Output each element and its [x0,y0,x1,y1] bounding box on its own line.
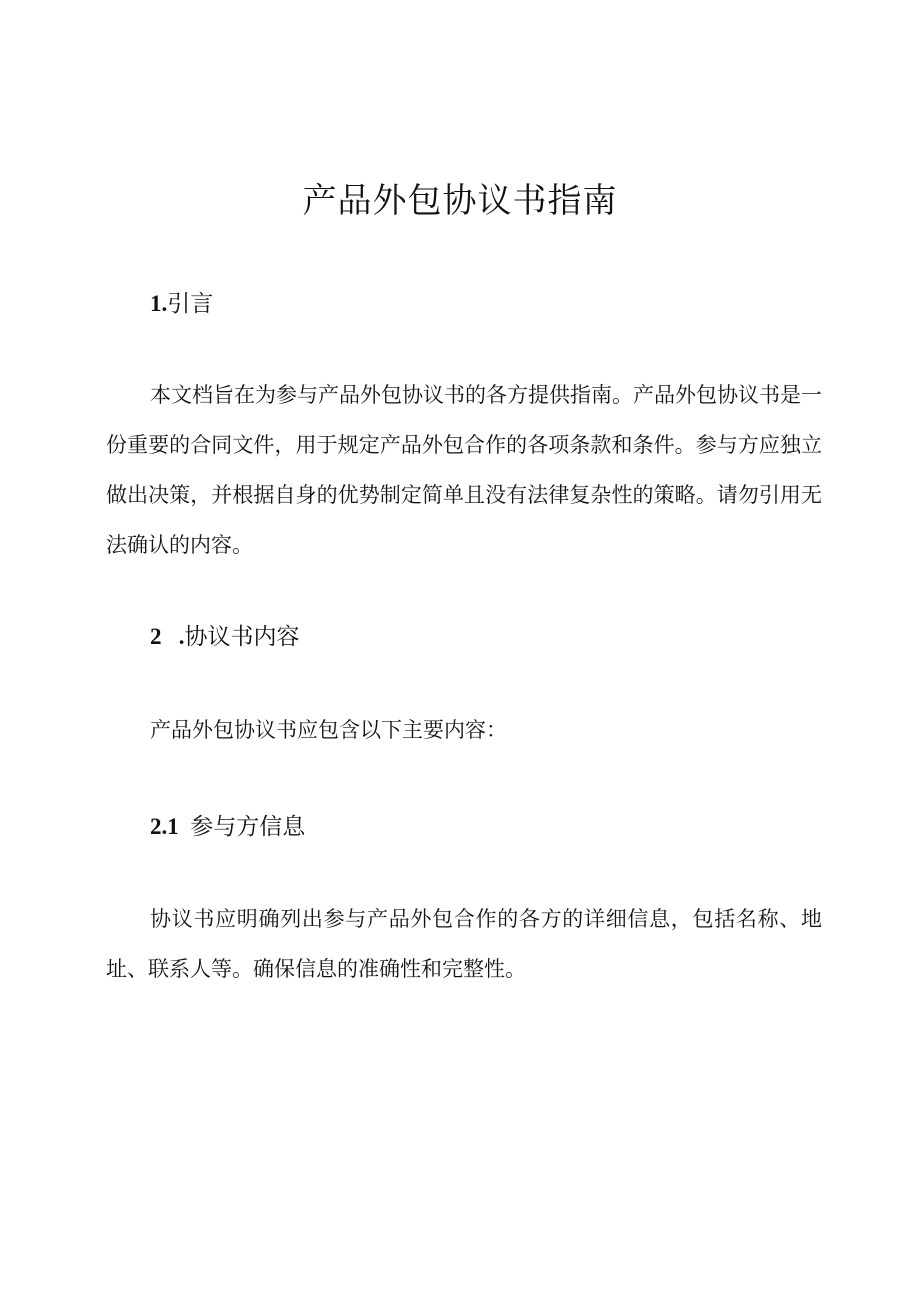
section-title: 参与方信息 [190,814,306,840]
section-number: 1. [150,291,168,316]
section-number: 2 . [150,624,185,649]
document-title: 产品外包协议书指南 [302,181,618,221]
section-paragraph-party-information: 协议书应明确列出参与产品外包合作的各方的详细信息，包括名称、地址、联系人等。确保信息的准确性和完整性。 [106,907,822,981]
section-heading-party-information [150,812,305,842]
section-number: 2.1 [150,814,191,839]
section-title: 协议书内容 [184,624,300,650]
section-paragraph-introduction: 本文档旨在为参与产品外包协议书的各方提供指南。产品外包协议书是一份重要的合同文件，用于规定产品外包合作的各项条款和条件。参与方应独立做出决策，并根据自身的优势制定简单且没有法律复杂性的策略。请勿引用无法确认的内容。 [106,383,822,557]
section-title: 引言 [167,291,214,317]
section-paragraph-agreement-content: 产品外包协议书应包含以下主要内容： [150,718,507,742]
section-heading-agreement-content [150,622,300,652]
section-heading-introduction [150,289,213,319]
